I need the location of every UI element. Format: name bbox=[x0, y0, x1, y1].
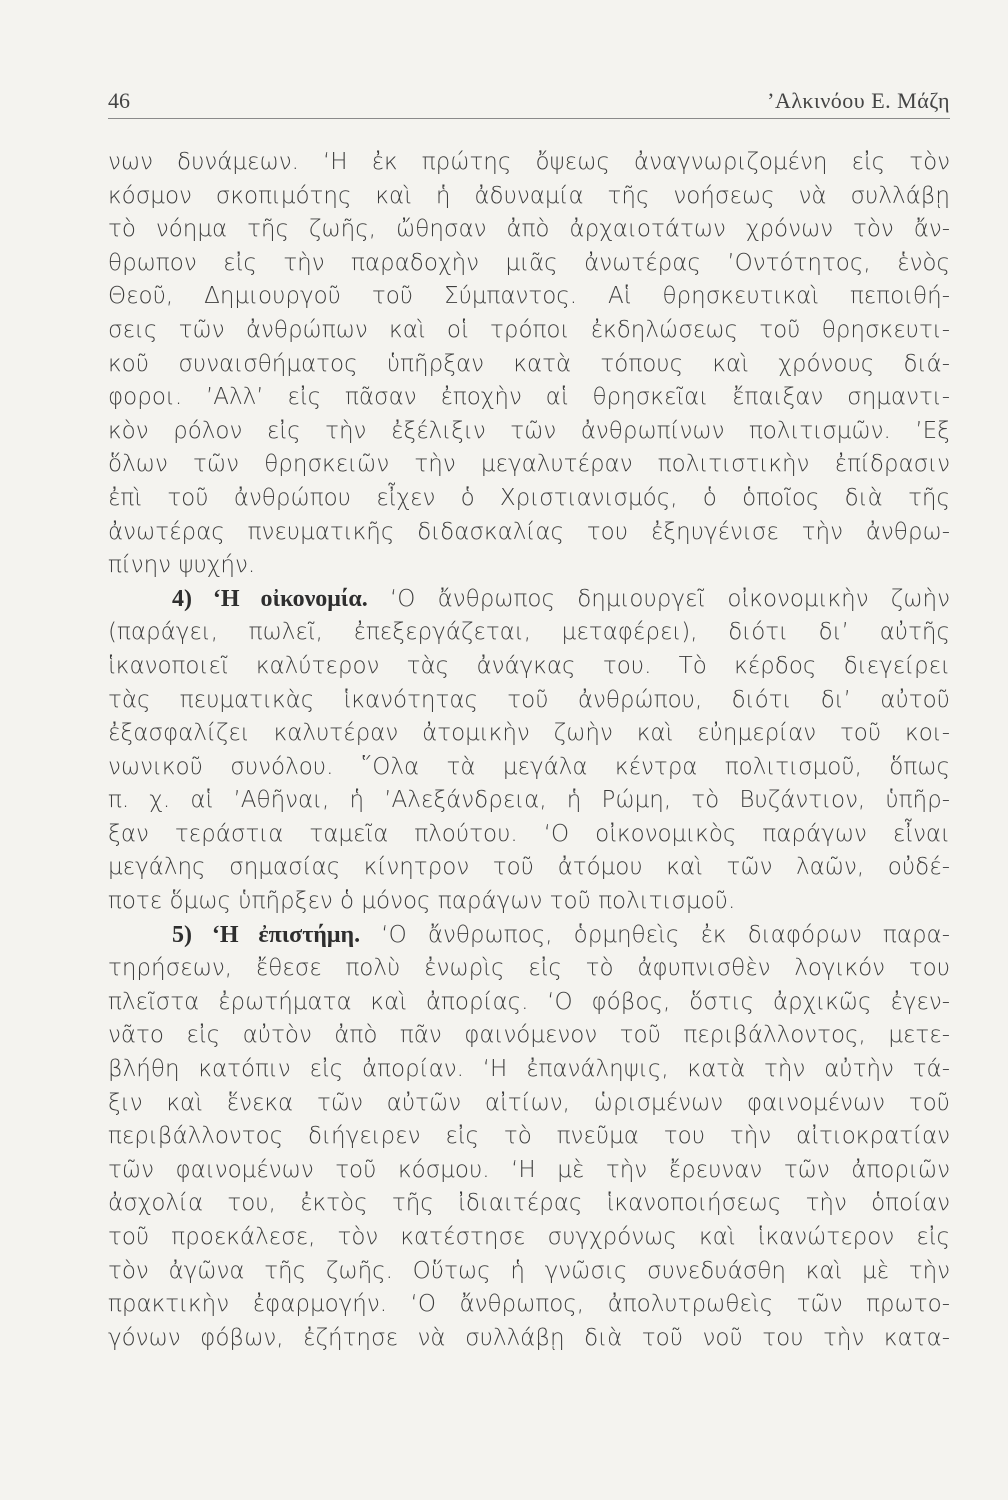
text-line: βλήθη κατόπιν εἰς ἀπορίαν. ‘Η ἐπανάληψις, κατὰ τὴν αὐτὴν τά- bbox=[108, 1056, 950, 1083]
text-line: μεγάλης σημασίας κίνητρον τοῦ ἀτόμου καὶ τῶν λαῶν, οὐδέ- bbox=[108, 854, 950, 881]
text-line: πρακτικὴν ἐφαρμογήν. ‘Ο ἄνθρωπος, ἀπολυτρωθεὶς τῶν πρωτο- bbox=[108, 1291, 950, 1318]
text-line: νᾶτο εἰς αὐτὸν ἀπὸ πᾶν φαινόμενον τοῦ περιβάλλοντος, μετε- bbox=[108, 1022, 950, 1049]
text-line: ξαν τεράστια ταμεῖα πλούτου. ‘Ο οἰκονομικὸς παράγων εἶναι bbox=[108, 820, 950, 847]
page-header bbox=[108, 78, 950, 119]
section-5-heading: 5) ‘Η ἐπιστήμη. bbox=[172, 921, 361, 948]
text-line: τὸν ἀγῶνα τῆς ζωῆς. Οὕτως ἡ γνῶσις συνεδυάσθη καὶ μὲ τὴν bbox=[108, 1257, 950, 1284]
text-line: Θεοῦ, Δημιουργοῦ τοῦ Σύμπαντος. Αἱ θρησκευτικαὶ πεποιθή- bbox=[108, 283, 950, 310]
text-line: ποτε ὅμως ὑπῆρξεν ὁ μόνος παράγων τοῦ πολιτισμοῦ. bbox=[108, 888, 736, 915]
text-line: ἀνωτέρας πνευματικῆς διδασκαλίας του ἐξηυγένισε τὴν ἀνθρω- bbox=[108, 518, 950, 545]
text-line: ἱκανοποιεῖ καλύτερον τὰς ἀνάγκας του. Τὸ κέρδος διεγείρει bbox=[108, 652, 950, 679]
text-line: τὸ νόημα τῆς ζωῆς, ὤθησαν ἀπὸ ἀρχαιοτάτων χρόνων τὸν ἄν- bbox=[108, 216, 950, 243]
text-line: τηρήσεων, ἔθεσε πολὺ ἐνωρὶς εἰς τὸ ἀφυπνισθὲν λογικόν του bbox=[108, 955, 950, 982]
section-4-first-line-text: ‘Ο ἄνθρωπος δημιουργεῖ οἰκονομικὴν ζωὴν bbox=[389, 585, 950, 612]
text-line: πλεῖστα ἐρωτήματα καὶ ἀπορίας. ‘Ο φόβος, ὅστις ἀρχικῶς ἐγεν- bbox=[108, 988, 950, 1015]
page-number: 46 bbox=[108, 88, 130, 113]
text-line: ξιν καὶ ἕνεκα τῶν αὐτῶν αἰτίων, ὡρισμένων φαινομένων τοῦ bbox=[108, 1089, 950, 1116]
body-text bbox=[108, 146, 950, 1355]
text-line: νωνικοῦ συνόλου. ῞Ολα τὰ μεγάλα κέντρα πολιτισμοῦ, ὅπως bbox=[108, 753, 950, 780]
section-5-first-line-text: ‘Ο ἄνθρωπος, ὁρμηθεὶς ἐκ διαφόρων παρα- bbox=[381, 921, 951, 948]
text-line: σεις τῶν ἀνθρώπων καὶ οἱ τρόποι ἐκδηλώσεως τοῦ θρησκευτι- bbox=[108, 316, 950, 343]
text-line: κοῦ συναισθήματος ὑπῆρξαν κατὰ τόπους καὶ χρόνους διά- bbox=[108, 350, 950, 377]
section-4-heading: 4) ‘Η οἰκονομία. bbox=[172, 585, 368, 612]
text-line: φοροι. ’Αλλ’ εἰς πᾶσαν ἐποχὴν αἱ θρησκεῖαι ἔπαιξαν σημαντι- bbox=[108, 384, 950, 411]
text-line: π. χ. αἱ ’Αθῆναι, ἡ ’Αλεξάνδρεια, ἡ Ρώμη, τὸ Βυζάντιον, ὑπῆρ- bbox=[108, 787, 950, 814]
text-line: ἀσχολία του, ἐκτὸς τῆς ἰδιαιτέρας ἱκανοποιήσεως τὴν ὁποίαν bbox=[108, 1190, 950, 1217]
text-line: κὸν ρόλον εἰς τὴν ἐξέλιξιν τῶν ἀνθρωπίνων πολιτισμῶν. ’Εξ bbox=[108, 417, 950, 444]
text-line: τῶν φαινομένων τοῦ κόσμου. ‘Η μὲ τὴν ἔρευναν τῶν ἀποριῶν bbox=[108, 1156, 950, 1183]
text-line: θρωπον εἰς τὴν παραδοχὴν μιᾶς ἀνωτέρας ’Οντότητος, ἑνὸς bbox=[108, 249, 950, 276]
text-line: τὰς πευματικὰς ἱκανότητας τοῦ ἀνθρώπου, διότι δι’ αὐτοῦ bbox=[108, 686, 950, 713]
text-line: κόσμον σκοπιμότης καὶ ἡ ἀδυναμία τῆς νοήσεως νὰ συλλάβῃ bbox=[108, 182, 950, 209]
running-head: ’Αλκινόου Ε. Μάζη bbox=[767, 88, 950, 113]
text-line: νων δυνάμεων. ‘Η ἐκ πρώτης ὄψεως ἀναγνωριζομένη εἰς τὸν bbox=[108, 149, 950, 175]
text-line: πίνην ψυχήν. bbox=[108, 552, 256, 579]
text-line: τοῦ προεκάλεσε, τὸν κατέστησε συγχρόνως καὶ ἱκανώτερον εἰς bbox=[108, 1224, 950, 1250]
text-line: ὅλων τῶν θρησκειῶν τὴν μεγαλυτέραν πολιτιστικὴν ἐπίδρασιν bbox=[108, 451, 950, 478]
section-5-first-line bbox=[108, 919, 950, 953]
text-line: γόνων φόβων, ἐζήτησε νὰ συλλάβῃ διὰ τοῦ νοῦ του τὴν κατα- bbox=[108, 1324, 950, 1351]
text-line: ἐξασφαλίζει καλυτέραν ἀτομικὴν ζωὴν καὶ εὐημερίαν τοῦ κοι- bbox=[108, 720, 950, 747]
text-line: ἐπὶ τοῦ ἀνθρώπου εἶχεν ὁ Χριστιανισμός, ὁ ὁποῖος διὰ τῆς bbox=[108, 484, 950, 511]
section-4-first-line bbox=[108, 583, 950, 617]
text-line: περιβάλλοντος διήγειρεν εἰς τὸ πνεῦμα του τὴν αἰτιοκρατίαν bbox=[108, 1123, 950, 1150]
text-line: (παράγει, πωλεῖ, ἐπεξεργάζεται, μεταφέρει), διότι δι’ αὐτῆς bbox=[108, 619, 950, 646]
